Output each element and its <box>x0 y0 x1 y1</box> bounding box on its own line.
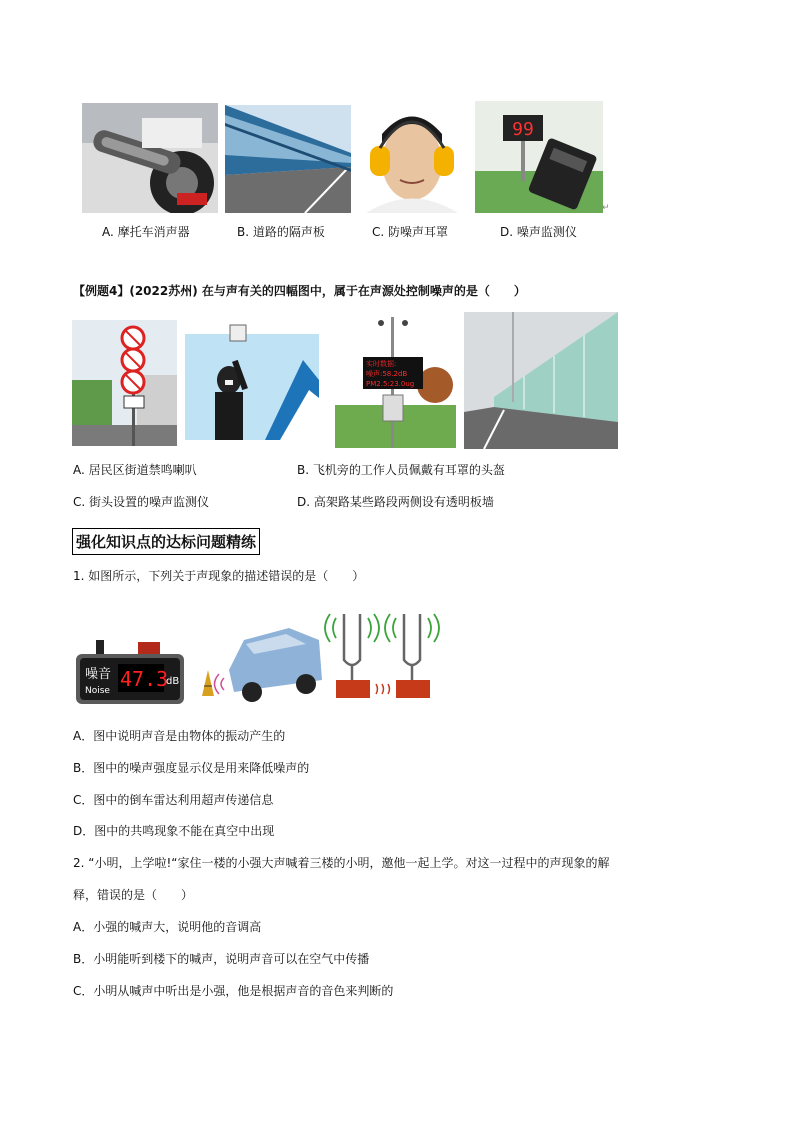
q2-option-b: B．小明能听到楼下的喊声，说明声音可以在空气中传播 <box>73 952 370 966</box>
meter-display-text: 99 <box>512 119 534 140</box>
noise-value: 47.3 <box>120 667 169 691</box>
example4-option-b: B. 飞机旁的工作人员佩戴有耳罩的头盔 <box>297 463 505 477</box>
transparent-wall-image <box>464 312 618 449</box>
noise-label-en: Noise <box>85 686 110 696</box>
return-mark: ↵ <box>602 203 610 213</box>
q1-option-a: A．图中说明声音是由物体的振动产生的 <box>73 729 286 743</box>
noise-meter-image <box>475 101 603 213</box>
example4-option-a: A. 居民区街道禁鸣喇叭 <box>73 463 197 477</box>
example4-question: 【例题4】(2022苏州) 在与声有关的四幅图中，属于在声源处控制噪声的是（ ） <box>73 284 526 298</box>
airport-worker-image <box>185 320 319 440</box>
noise-label-cn: 噪音 <box>85 667 112 682</box>
monitor-line3: PM2.5:23.0ug <box>366 380 415 388</box>
noise-unit: dB <box>166 676 180 687</box>
example4-option-c: C. 街头设置的噪声监测仪 <box>73 495 210 509</box>
q2-stem-line1: 2. “小明，上学啦!“家住一楼的小强大声喊着三楼的小明，邀他一起上学。对这一过程中的声现象的解 <box>73 856 610 870</box>
monitor-line1: 实时数据: <box>366 360 397 368</box>
road-sound-barrier-image <box>225 105 351 213</box>
q1-option-b: B．图中的噪声强度显示仪是用来降低噪声的 <box>73 761 310 775</box>
noise-monitor-sign-image <box>335 315 456 448</box>
q1-stem: 1. 如图所示，下列关于声现象的描述错误的是（ ） <box>73 569 365 583</box>
motorcycle-muffler-image <box>82 103 218 213</box>
q2-option-c: C．小明从喊声中听出是小强，他是根据声音的音色来判断的 <box>73 984 394 998</box>
q1-option-c: C．图中的倒车雷达利用超声传递信息 <box>73 793 274 807</box>
q1-option-d: D．图中的共鸣现象不能在真空中出现 <box>73 824 275 838</box>
monitor-line2: 噪声:58.2dB <box>366 370 408 378</box>
caption-c: C. 防噪声耳罩 <box>372 225 449 239</box>
section-title: 强化知识点的达标问题精练 <box>72 528 260 555</box>
q2-option-a: A．小强的喊声大，说明他的音调高 <box>73 920 262 934</box>
q1-figure <box>74 600 464 710</box>
caption-a: A. 摩托车消声器 <box>102 225 190 239</box>
example4-option-d: D. 高架路某些路段两侧设有透明板墙 <box>297 495 494 509</box>
q2-stem-line2: 释，错误的是（ ） <box>73 888 194 902</box>
caption-d: D. 噪声监测仪 <box>500 225 577 239</box>
earmuffs-image <box>356 104 468 213</box>
no-horn-sign-image <box>72 320 177 446</box>
caption-b: B. 道路的隔声板 <box>237 225 325 239</box>
